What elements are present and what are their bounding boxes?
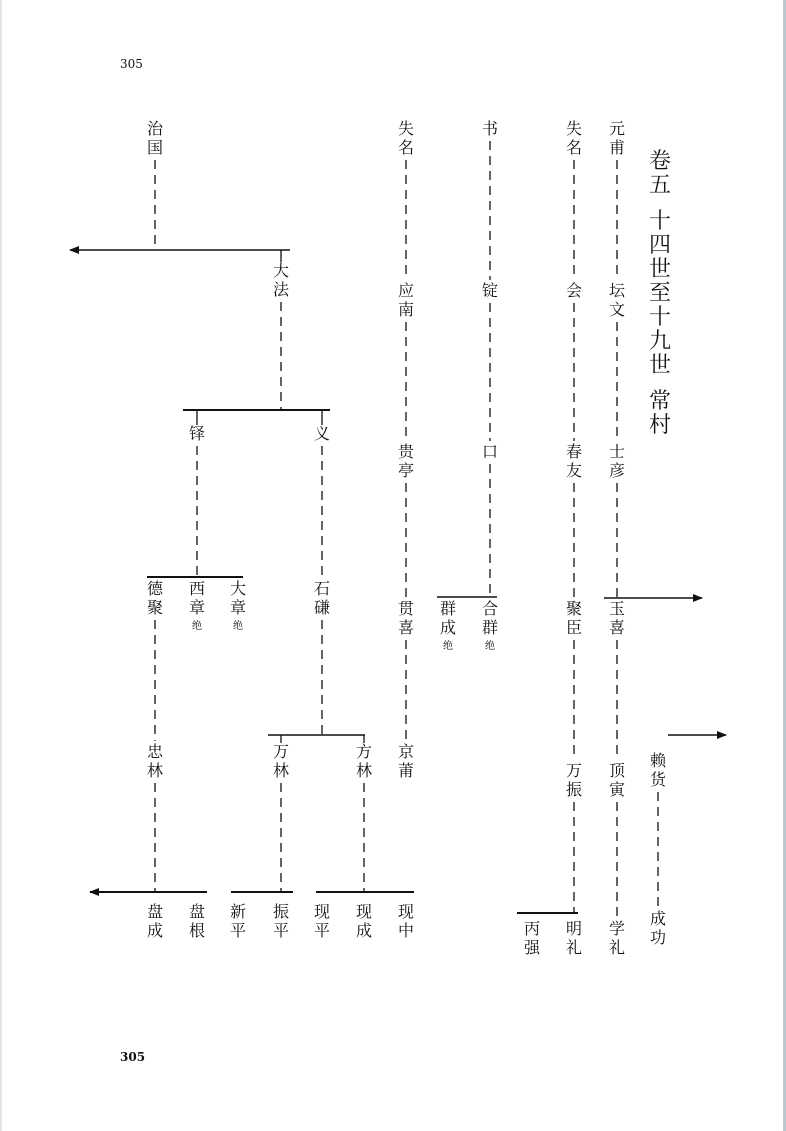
person-name-char: 新 — [229, 902, 247, 921]
person-name-char: 盘 — [188, 902, 206, 921]
person-name-char: 林 — [355, 761, 373, 780]
title-char: 常 — [648, 389, 671, 414]
person-name-char: 友 — [565, 461, 583, 480]
person-xueli — [609, 919, 625, 957]
person-pangen — [189, 902, 205, 940]
person-name-char: 文 — [608, 300, 626, 319]
person-name-char: 强 — [523, 938, 541, 957]
person-name-char: 铎 — [188, 424, 206, 443]
person-name-char: 成 — [439, 618, 457, 637]
person-yi_a — [189, 424, 205, 443]
person-name-char: 方 — [355, 742, 373, 761]
person-shilian — [314, 579, 330, 617]
person-name-char: 春 — [565, 442, 583, 461]
person-name-char: 丙 — [523, 919, 541, 938]
person-wanlin — [273, 742, 289, 780]
person-name-char: 名 — [397, 138, 415, 157]
person-name-char: 平 — [229, 921, 247, 940]
person-name-char: 现 — [355, 902, 373, 921]
person-name-char: 中 — [397, 921, 415, 940]
person-name-char: 赖 — [649, 751, 667, 770]
person-deju — [147, 579, 164, 617]
title-char: 十 — [648, 305, 671, 330]
person-name-char: 振 — [565, 780, 583, 799]
person-xianzhong — [398, 902, 414, 940]
extinct-note: 绝 — [192, 621, 202, 632]
person-name-char: 元 — [608, 119, 626, 138]
person-laihuo — [650, 751, 667, 789]
person-name-char: 贵 — [397, 442, 415, 461]
person-name-char: 书 — [481, 119, 499, 138]
person-dazhang — [230, 579, 246, 632]
extinct-note: 绝 — [485, 641, 495, 652]
person-quncheng — [440, 599, 456, 652]
person-name-char: 章 — [229, 598, 247, 617]
person-juchen — [566, 599, 582, 637]
person-name-char: 锭 — [481, 281, 499, 300]
person-name-char: 礼 — [608, 938, 626, 957]
person-mingli — [566, 919, 582, 957]
person-name-char: 成 — [146, 921, 164, 940]
person-name-char: 石 — [313, 579, 331, 598]
person-name-char: 法 — [272, 280, 290, 299]
person-name-char: 货 — [649, 770, 667, 789]
person-name-char: 功 — [649, 928, 667, 947]
person-name-char: 学 — [608, 919, 626, 938]
person-name-char: 治 — [146, 119, 164, 138]
person-name-char: 大 — [229, 579, 247, 598]
person-name-char: 成 — [355, 921, 373, 940]
person-name-char: 群 — [481, 618, 499, 637]
person-name-char: 现 — [397, 902, 415, 921]
person-name-char: 礼 — [565, 938, 583, 957]
person-name-char: 喜 — [608, 618, 626, 637]
person-yuxi — [609, 599, 625, 637]
person-fanglin — [356, 742, 372, 780]
person-name-char: 失 — [565, 119, 583, 138]
person-name-char: 成 — [649, 909, 667, 928]
person-name-char: 磏 — [313, 598, 331, 617]
person-xianping — [314, 902, 330, 940]
person-name-char: 聚 — [146, 598, 164, 617]
person-name-char: 名 — [565, 138, 583, 157]
person-name-char: 万 — [272, 742, 290, 761]
person-name-char: 彦 — [608, 461, 626, 480]
person-name-char: 臣 — [565, 618, 583, 637]
person-name-char: 京 — [397, 742, 415, 761]
person-shiming2 — [566, 119, 582, 157]
person-yi_b — [314, 424, 330, 443]
title-char: 村 — [648, 413, 671, 438]
person-shiyan — [609, 442, 625, 480]
person-tanwen — [609, 281, 626, 319]
person-name-char: 根 — [188, 921, 206, 940]
person-shu — [482, 119, 498, 138]
person-hui — [566, 281, 582, 300]
title-char: 十 — [648, 209, 671, 234]
person-yuanfu — [609, 119, 625, 157]
person-xinping — [230, 902, 246, 940]
person-chunyou — [566, 442, 582, 480]
title-char: 四 — [648, 233, 671, 258]
person-name-char: 大 — [272, 261, 290, 280]
person-xizhang — [189, 579, 205, 632]
person-hequn — [482, 599, 498, 652]
person-name-char: 义 — [313, 424, 331, 443]
person-name-char: 会 — [565, 281, 583, 300]
person-kou — [482, 442, 498, 461]
person-name-char: 盘 — [146, 902, 164, 921]
person-name-char: 寅 — [608, 780, 626, 799]
person-wanzhen — [566, 761, 582, 799]
person-xiancheng — [356, 902, 372, 940]
person-ding — [482, 281, 498, 300]
extinct-note: 绝 — [443, 641, 453, 652]
person-name-char: 平 — [272, 921, 290, 940]
person-zhenping — [273, 902, 289, 940]
title-char: 五 — [648, 173, 671, 198]
person-name-char: 德 — [146, 579, 164, 598]
person-name-char: 振 — [272, 902, 290, 921]
person-name-char: 喜 — [397, 618, 415, 637]
person-name-char: 合 — [481, 599, 499, 618]
person-bingqiang — [524, 919, 541, 957]
person-name-char: 聚 — [565, 599, 583, 618]
person-name-char: 万 — [565, 761, 583, 780]
person-name-char: 平 — [313, 921, 331, 940]
person-name-char: 玉 — [608, 599, 626, 618]
person-name-char: 群 — [439, 599, 457, 618]
title-char: 世 — [648, 353, 671, 378]
person-name-char: 顶 — [608, 761, 626, 780]
page-number-bottom: 305 — [120, 1050, 146, 1064]
person-chenggong — [650, 909, 666, 947]
title-char: 世 — [648, 257, 671, 282]
person-name-char: 口 — [481, 442, 499, 461]
person-name-char: 莆 — [397, 761, 415, 780]
person-zhiguo — [147, 119, 164, 157]
person-dingyin — [609, 761, 626, 799]
person-name-char: 章 — [188, 598, 206, 617]
person-name-char: 甫 — [608, 138, 626, 157]
person-zhonglin — [147, 742, 164, 780]
person-name-char: 现 — [313, 902, 331, 921]
person-name-char: 贯 — [397, 599, 415, 618]
person-dafa — [273, 261, 290, 299]
person-shiming1 — [398, 119, 414, 157]
person-name-char: 林 — [272, 761, 290, 780]
person-name-char: 南 — [397, 300, 415, 319]
person-name-char: 亭 — [397, 461, 415, 480]
title-char: 九 — [648, 329, 671, 354]
person-name-char: 士 — [608, 442, 626, 461]
person-guiting — [398, 442, 415, 480]
person-name-char: 明 — [565, 919, 583, 938]
person-name-char: 林 — [146, 761, 164, 780]
person-name-char: 坛 — [608, 281, 626, 300]
person-jingpu — [398, 742, 414, 780]
person-name-char: 失 — [397, 119, 415, 138]
person-guanxi — [398, 599, 415, 637]
title-char: 卷 — [648, 149, 671, 174]
title-char: 至 — [648, 281, 671, 306]
person-name-char: 西 — [188, 579, 206, 598]
person-name-char: 国 — [146, 138, 164, 157]
extinct-note: 绝 — [233, 621, 243, 632]
page-number-top: 305 — [120, 57, 143, 71]
person-name-char: 应 — [397, 281, 415, 300]
person-name-char: 忠 — [146, 742, 164, 761]
person-yingnan — [398, 281, 414, 319]
person-pancheng — [147, 902, 163, 940]
